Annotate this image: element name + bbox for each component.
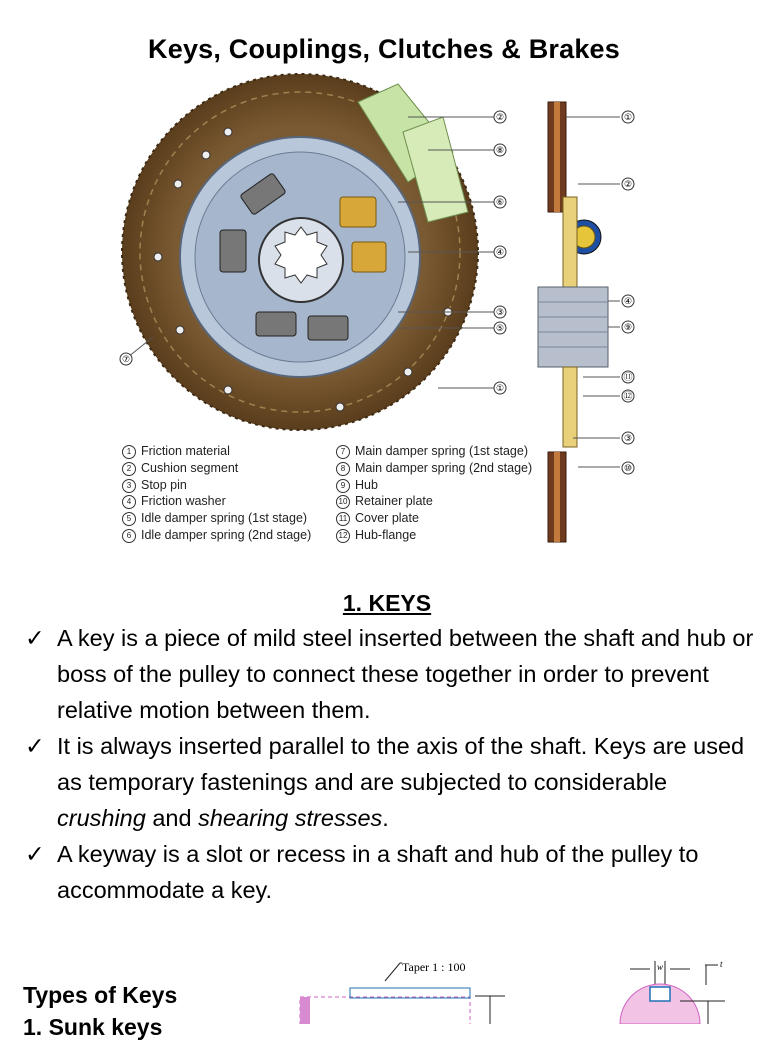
legend-item: 3 Stop pin <box>122 477 311 494</box>
disc-callout: ⑥ <box>495 198 505 208</box>
check-icon: ✓ <box>25 841 45 867</box>
check-icon: ✓ <box>25 625 45 651</box>
section-callout: ⑪ <box>623 373 633 383</box>
cross-section-view <box>538 102 608 542</box>
legend-item: 1 Friction material <box>122 443 311 460</box>
disc-callout: ② <box>495 113 505 123</box>
disc-callout: ⑦ <box>121 355 131 365</box>
main-damper-spring <box>220 230 246 272</box>
bullet-text-joiner: and <box>145 805 199 831</box>
taper-label: Taper 1 : 100 <box>402 960 466 974</box>
legend-item: 11 Cover plate <box>336 510 532 527</box>
emphasis-shearing: shearing stresses <box>198 805 383 831</box>
legend-item: 5 Idle damper spring (1st stage) <box>122 510 311 527</box>
figure-legend-left <box>122 443 311 544</box>
section-callout: ① <box>623 113 633 123</box>
disc-callout: ⑧ <box>495 146 505 156</box>
disc-callout: ③ <box>495 308 505 318</box>
legend-item: 7 Main damper spring (1st stage) <box>336 443 532 460</box>
section-callout: ④ <box>623 297 633 307</box>
emphasis-crushing: crushing <box>57 805 146 831</box>
list-item-partial: 1. Sunk keys <box>23 1014 163 1040</box>
legend-item: 9 Hub <box>336 477 532 494</box>
sunk-key-diagram <box>290 955 730 1024</box>
figure-legend-right <box>336 443 532 544</box>
legend-item: 12 Hub-flange <box>336 527 532 544</box>
section-callout: ⑩ <box>623 464 633 474</box>
legend-item: 6 Idle damper spring (2nd stage) <box>122 527 311 544</box>
legend-item: 8 Main damper spring (2nd stage) <box>336 460 532 477</box>
legend-item: 10 Retainer plate <box>336 493 532 510</box>
section-callout: ③ <box>623 434 633 444</box>
section-heading: 1. KEYS <box>342 590 432 616</box>
section-callout: ⑫ <box>623 392 633 402</box>
disc-callout: ⑤ <box>495 324 505 334</box>
disc-callout: ④ <box>495 248 505 258</box>
bullet-item <box>25 620 760 728</box>
bullet-item <box>25 728 760 836</box>
check-icon: ✓ <box>25 733 45 759</box>
width-label: w <box>657 962 664 972</box>
section-callout: ② <box>623 180 633 190</box>
types-heading: Types of Keys <box>23 982 178 1008</box>
bullet-text: It is always inserted parallel to the axis of the shaft. Keys are used as temporary fastenings and are subjected to considerable <box>57 733 745 795</box>
section-callout: ⑨ <box>623 323 633 333</box>
bullet-text: A key is a piece of mild steel inserted between the shaft and hub or boss of the pulley to connect these together in order to prevent relative motion between them. <box>57 625 754 723</box>
legend-item: 2 Cushion segment <box>122 460 311 477</box>
thickness-label: t <box>720 959 723 969</box>
bullet-text-end: . <box>382 805 389 831</box>
page-title: Keys, Couplings, Clutches & Brakes <box>148 34 620 64</box>
bullet-item <box>25 836 760 908</box>
legend-item: 4 Friction washer <box>122 493 311 510</box>
bullet-list <box>25 620 760 908</box>
idle-damper-spring <box>340 197 376 227</box>
disc-callout: ① <box>495 384 505 394</box>
bullet-text: A keyway is a slot or recess in a shaft and hub of the pulley to accommodate a key. <box>57 841 699 903</box>
